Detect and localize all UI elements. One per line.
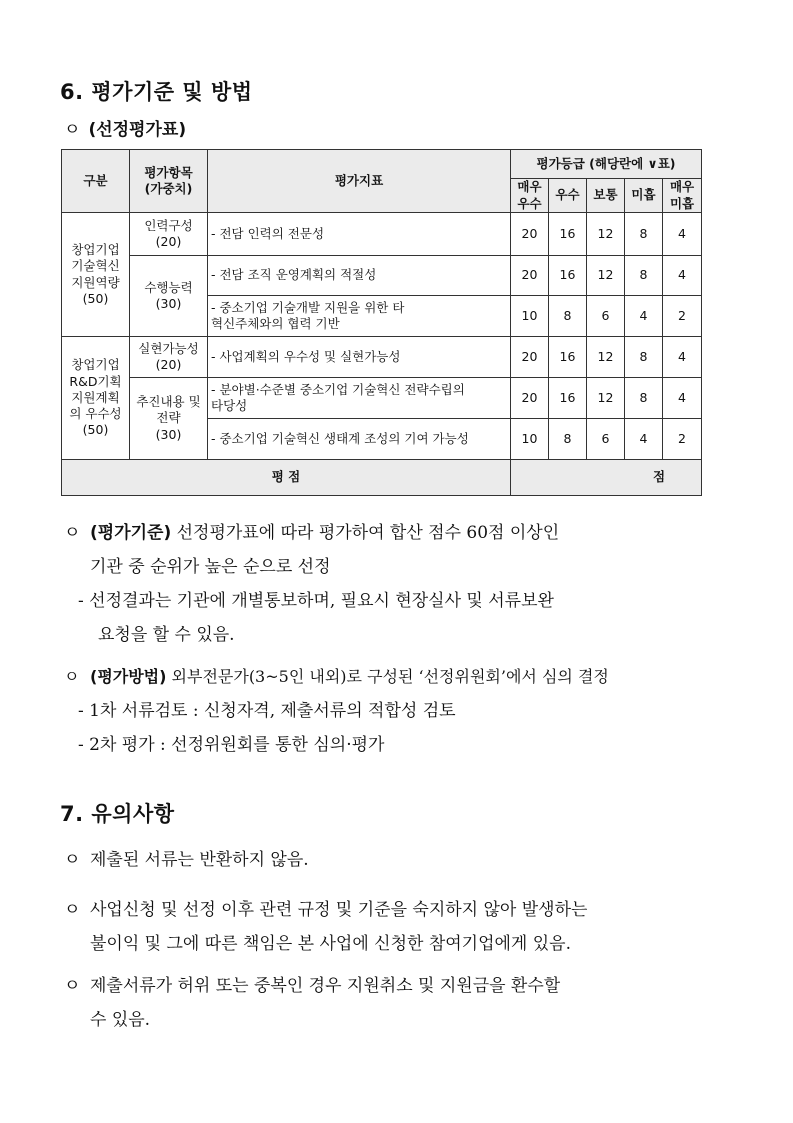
category-cell: 창업기업 기술혁신 지원역량 (50) xyxy=(62,213,130,337)
score-cell: 8 xyxy=(625,256,663,296)
score-cell: 20 xyxy=(511,337,549,378)
indicator-cell: - 전담 인력의 전문성 xyxy=(208,213,511,256)
table-row xyxy=(62,378,702,419)
score-cell: 4 xyxy=(625,296,663,337)
criteria-sub-line-1: - 선정결과는 기관에 개별통보하며, 필요시 현장실사 및 서류보완 xyxy=(78,591,554,611)
criteria-sub-line-2: 요청을 할 수 있음. xyxy=(98,625,235,645)
indicator-cell: - 분야별·수준별 중소기업 기술혁신 전략수립의 타당성 xyxy=(208,378,511,419)
circle-bullet: ㅇ xyxy=(64,667,80,686)
notice-item-3-line-2: 수 있음. xyxy=(90,1010,151,1030)
header-grade-good: 우수 xyxy=(549,179,587,213)
criteria-line-2: 기관 중 순위가 높은 순으로 선정 xyxy=(90,557,331,577)
score-cell: 2 xyxy=(663,296,702,337)
score-cell: 4 xyxy=(663,256,702,296)
circle-bullet: ㅇ xyxy=(64,900,81,920)
criteria-paragraph xyxy=(64,516,704,584)
header-grade-average: 보통 xyxy=(587,179,625,213)
evaluation-table xyxy=(61,149,702,496)
total-row xyxy=(62,460,702,496)
header-grade-excellent: 매우 우수 xyxy=(511,179,549,213)
score-cell: 6 xyxy=(587,296,625,337)
table-row xyxy=(62,256,702,296)
notice-item-2 xyxy=(64,893,704,961)
notice-item-2-line-2: 불이익 및 그에 따른 책임은 본 사업에 신청한 참여기업에게 있음. xyxy=(90,934,572,954)
score-cell: 8 xyxy=(625,337,663,378)
notice-item-3-line-1: 제출서류가 허위 또는 중복인 경우 지원취소 및 지원금을 환수할 xyxy=(90,976,561,996)
score-cell: 20 xyxy=(511,256,549,296)
score-cell: 16 xyxy=(549,213,587,256)
indicator-cell: - 중소기업 기술개발 지원을 위한 타 혁신주체와의 협력 기반 xyxy=(208,296,511,337)
score-cell: 20 xyxy=(511,378,549,419)
header-grade-very-poor: 매우 미흡 xyxy=(663,179,702,213)
score-cell: 12 xyxy=(587,378,625,419)
indicator-cell: - 전담 조직 운영계획의 적절성 xyxy=(208,256,511,296)
circle-bullet: ㅇ xyxy=(64,120,81,140)
table-caption xyxy=(64,115,186,140)
header-grade: 평가등급 (해당란에 ∨표) xyxy=(511,150,702,179)
header-item: 평가항목 (가중치) xyxy=(130,150,208,213)
indicator-cell: - 중소기업 기술혁신 생태계 조성의 기여 가능성 xyxy=(208,419,511,460)
score-cell: 16 xyxy=(549,378,587,419)
header-category: 구분 xyxy=(62,150,130,213)
notice-item-1-line-1: 제출된 서류는 반환하지 않음. xyxy=(90,850,309,870)
criteria-lead: (평가기준) xyxy=(90,523,172,543)
criteria-line-1: 선정평가표에 따라 평가하여 합산 점수 60점 이상인 xyxy=(171,523,560,543)
header-grade-poor: 미흡 xyxy=(625,179,663,213)
item-cell: 추진내용 및 전략 (30) xyxy=(130,378,208,460)
item-cell: 수행능력 (30) xyxy=(130,256,208,337)
circle-bullet: ㅇ xyxy=(64,523,81,543)
score-cell: 16 xyxy=(549,256,587,296)
score-cell: 4 xyxy=(663,337,702,378)
table-caption-text: (선정평가표) xyxy=(88,120,187,140)
notice-item-2-line-1: 사업신청 및 선정 이후 관련 규정 및 기준을 숙지하지 않아 발생하는 xyxy=(90,900,588,920)
category-cell: 창업기업 R&D기획 지원계획 의 우수성 (50) xyxy=(62,337,130,460)
total-label: 평 점 xyxy=(62,460,511,496)
score-cell: 8 xyxy=(625,378,663,419)
header-indicator: 평가지표 xyxy=(208,150,511,213)
item-cell: 실현가능성 (20) xyxy=(130,337,208,378)
score-cell: 12 xyxy=(587,213,625,256)
notice-item-3 xyxy=(64,969,704,1037)
score-cell: 16 xyxy=(549,337,587,378)
method-lead: (평가방법) xyxy=(90,667,167,686)
table-row xyxy=(62,337,702,378)
score-cell: 4 xyxy=(663,213,702,256)
score-cell: 2 xyxy=(663,419,702,460)
method-sub-1: - 1차 서류검토 : 신청자격, 제출서류의 적합성 검토 xyxy=(78,701,456,721)
score-cell: 12 xyxy=(587,256,625,296)
notice-item-1 xyxy=(64,843,704,877)
score-cell: 12 xyxy=(587,337,625,378)
score-cell: 8 xyxy=(625,213,663,256)
section-6-title: 6. 평가기준 및 방법 xyxy=(60,80,253,104)
score-cell: 6 xyxy=(587,419,625,460)
indicator-cell: - 사업계획의 우수성 및 실현가능성 xyxy=(208,337,511,378)
score-cell: 4 xyxy=(663,378,702,419)
circle-bullet: ㅇ xyxy=(64,976,81,996)
criteria-sub-item xyxy=(78,584,702,652)
score-cell: 10 xyxy=(511,419,549,460)
score-cell: 20 xyxy=(511,213,549,256)
score-cell: 8 xyxy=(549,296,587,337)
score-cell: 10 xyxy=(511,296,549,337)
method-line-1: 외부전문가(3~5인 내외)로 구성된 ‘선정위원회’에서 심의 결정 xyxy=(166,667,609,686)
circle-bullet: ㅇ xyxy=(64,850,81,870)
method-paragraph xyxy=(64,660,704,694)
item-cell: 인력구성 (20) xyxy=(130,213,208,256)
total-score-unit: 점 xyxy=(511,460,702,496)
score-cell: 4 xyxy=(625,419,663,460)
table-row xyxy=(62,213,702,256)
method-sub-2: - 2차 평가 : 선정위원회를 통한 심의·평가 xyxy=(78,735,385,755)
section-7-title: 7. 유의사항 xyxy=(60,802,175,826)
score-cell: 8 xyxy=(549,419,587,460)
